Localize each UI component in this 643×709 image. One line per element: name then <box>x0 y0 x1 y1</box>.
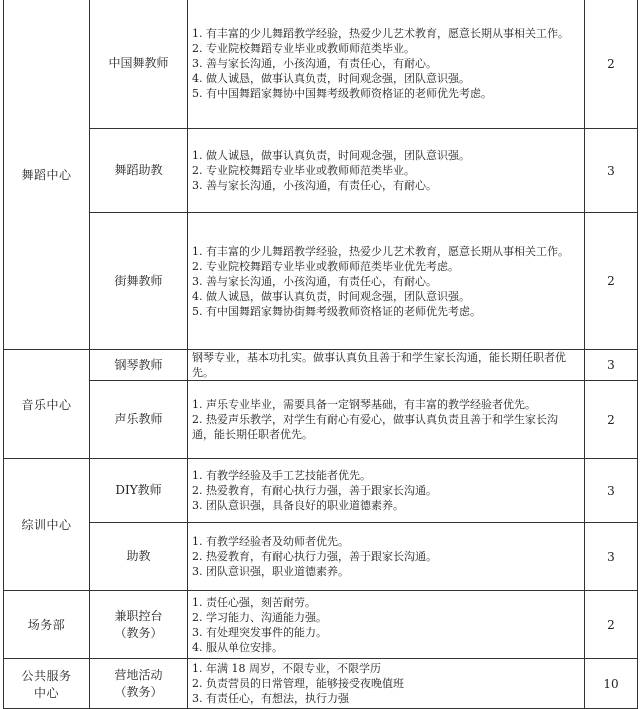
requirement-item: 3. 有处理突发事件的能力。 <box>192 625 327 639</box>
position-title-line: （教务） <box>114 625 163 640</box>
department-cell <box>4 350 90 459</box>
requirement-item: 2. 热爱教育，有耐心执行力强，善于跟家长沟通。 <box>192 550 437 563</box>
headcount-cell <box>585 129 638 213</box>
requirement-item: 5. 有中国舞蹈家舞协街舞考级教师资格证的老师优先考虑。 <box>192 304 481 318</box>
requirements-cell <box>188 659 585 709</box>
position-cell <box>90 350 188 381</box>
position-title: 舞蹈助教 <box>114 163 163 177</box>
position-title-line: 营地活动 <box>114 667 163 682</box>
requirement-item: 4. 做人诚恳，做事认真负责，时间观念强，团队意识强。 <box>192 72 470 85</box>
position-title: 中国舞教师 <box>108 56 169 70</box>
table-row <box>4 381 638 459</box>
requirement-item: 3. 善与家长沟通，小孩沟通，有责任心，有耐心。 <box>192 179 437 192</box>
table-row <box>4 213 638 350</box>
department-name-line: 中心 <box>33 685 59 700</box>
requirement-item: 4. 服从单位安排。 <box>192 640 283 654</box>
position-title: DIY教师 <box>115 483 162 497</box>
requirement-item: 1. 有教学经验者及幼师者优先。 <box>192 535 349 548</box>
headcount-value: 3 <box>607 483 615 498</box>
department-cell <box>4 0 90 350</box>
requirement-item: 钢琴专业，基本功扎实。做事认真负且善于和学生家长沟通，能长期任职者优先。 <box>192 351 566 379</box>
requirement-item: 3. 团队意识强，职业道德素养。 <box>192 565 349 578</box>
headcount-cell <box>585 523 638 591</box>
position-title-line: （教务） <box>114 684 163 699</box>
requirement-item: 2. 专业院校舞蹈专业毕业或教师师范类毕业。 <box>192 42 415 55</box>
position-cell <box>90 381 188 459</box>
position-cell <box>90 591 188 659</box>
requirement-item: 2. 热爱教育，有耐心执行力强，善于跟家长沟通。 <box>192 484 437 497</box>
table-row <box>4 129 638 213</box>
recruitment-table-body <box>4 0 638 709</box>
requirement-item: 2. 专业院校舞蹈专业毕业或教师师范类毕业。 <box>192 164 415 177</box>
headcount-value: 2 <box>607 412 615 427</box>
recruitment-table <box>3 0 638 709</box>
requirement-item: 2. 负责营员的日常管理，能够接受夜晚值班 <box>192 677 404 690</box>
position-cell <box>90 129 188 213</box>
table-row <box>4 659 638 709</box>
position-cell <box>90 0 188 129</box>
headcount-value: 3 <box>607 358 615 372</box>
department-cell <box>4 591 90 659</box>
requirements-cell <box>188 591 585 659</box>
position-title: 声乐教师 <box>114 412 163 426</box>
requirement-item: 5. 有中国舞蹈家舞协中国舞考级教师资格证的老师优先考虑。 <box>192 87 492 100</box>
position-cell <box>90 659 188 709</box>
table-row <box>4 350 638 381</box>
position-cell <box>90 523 188 591</box>
headcount-cell <box>585 381 638 459</box>
headcount-value: 10 <box>603 676 619 691</box>
requirement-item: 1. 年满 18 周岁，不限专业，不限学历 <box>192 662 381 675</box>
headcount-cell <box>585 591 638 659</box>
table-row <box>4 591 638 659</box>
requirements-cell <box>188 523 585 591</box>
department-name: 舞蹈中心 <box>21 167 72 182</box>
requirements-cell <box>188 129 585 213</box>
department-name-line: 公共服务 <box>21 668 72 683</box>
headcount-cell <box>585 459 638 523</box>
requirement-item: 2. 热爱声乐教学，对学生有耐心有爱心，做事认真负责且善于和学生家长沟通，能长期任职者优先。 <box>192 413 558 441</box>
requirement-item: 3. 善与家长沟通，小孩沟通，有责任心，有耐心。 <box>192 274 437 288</box>
position-title: 助教 <box>126 549 151 563</box>
requirements-cell <box>188 213 585 350</box>
requirement-item: 2. 专业院校舞蹈专业毕业或教师师范类毕业优先考虑。 <box>192 259 459 273</box>
department-name: 综训中心 <box>21 518 72 532</box>
requirement-item: 1. 有丰富的少儿舞蹈教学经验，热爱少儿艺术教育，愿意长期从事相关工作。 <box>192 244 569 258</box>
headcount-cell <box>585 213 638 350</box>
requirement-item: 3. 团队意识强，具备良好的职业道德素养。 <box>192 499 404 512</box>
position-title: 钢琴教师 <box>114 357 163 372</box>
department-name: 场务部 <box>27 618 66 632</box>
department-cell <box>4 459 90 591</box>
headcount-cell <box>585 0 638 129</box>
headcount-value: 2 <box>607 56 615 71</box>
department-cell <box>4 659 90 709</box>
requirement-item: 4. 做人诚恳，做事认真负责，时间观念强，团队意识强。 <box>192 289 470 303</box>
position-cell <box>90 459 188 523</box>
table-row <box>4 523 638 591</box>
table-row <box>4 459 638 523</box>
requirement-item: 1. 声乐专业毕业，需要具备一定钢琴基础，有丰富的教学经验者优先。 <box>192 398 536 411</box>
requirements-cell <box>188 381 585 459</box>
position-title: 街舞教师 <box>114 273 163 288</box>
position-title-line: 兼职控台 <box>114 608 163 623</box>
position-cell <box>90 213 188 350</box>
requirements-cell <box>188 0 585 129</box>
requirement-item: 3. 善与家长沟通，小孩沟通，有责任心，有耐心。 <box>192 57 437 70</box>
requirement-item: 1. 有教学经验及手工艺技能者优先。 <box>192 469 371 482</box>
headcount-value: 2 <box>607 617 615 632</box>
headcount-value: 3 <box>607 163 615 178</box>
requirement-item: 1. 责任心强，刻苦耐劳。 <box>192 595 316 609</box>
requirement-item: 3. 有责任心，有想法，执行力强 <box>192 692 349 705</box>
requirements-cell <box>188 350 585 381</box>
requirement-item: 2. 学习能力、沟通能力强。 <box>192 610 327 624</box>
requirement-item: 1. 做人诚恳，做事认真负责，时间观念强，团队意识强。 <box>192 149 470 162</box>
requirement-item: 1. 有丰富的少儿舞蹈教学经验，热爱少儿艺术教育，愿意长期从事相关工作。 <box>192 27 569 40</box>
headcount-value: 3 <box>607 549 615 564</box>
headcount-value: 2 <box>607 274 615 288</box>
headcount-cell <box>585 659 638 709</box>
table-row <box>4 0 638 129</box>
headcount-cell <box>585 350 638 381</box>
department-name: 音乐中心 <box>21 397 72 412</box>
requirements-cell <box>188 459 585 523</box>
